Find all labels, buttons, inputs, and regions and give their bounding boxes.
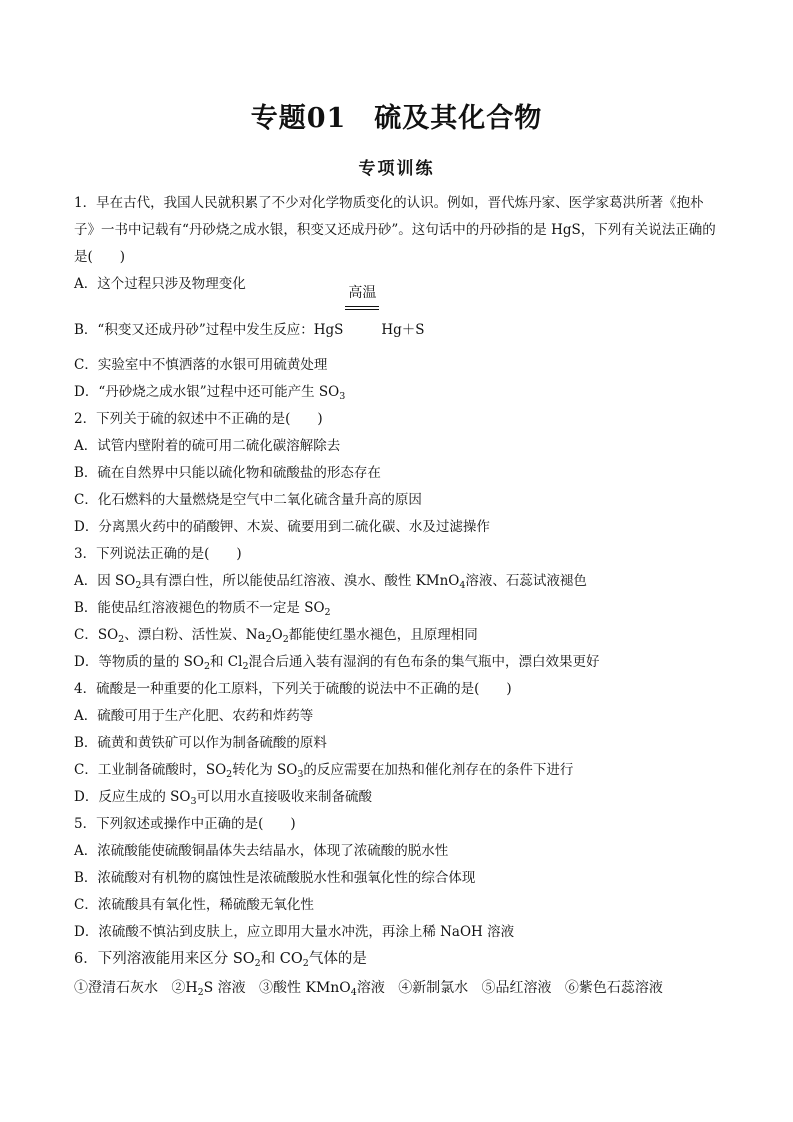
q4-stem: 4．硫酸是一种重要的化工原料，下列关于硫酸的说法中不正确的是( ) xyxy=(74,681,512,697)
text: 溶液 xyxy=(356,980,385,996)
text: D．反应生成的 SO xyxy=(74,789,191,805)
q1-stem-line-2: 子》一书中记载有“丹砂烧之成水银，积变又还成丹砂”。这句话中的丹砂指的是 HgS，下列有关说法正确的 xyxy=(74,222,716,238)
q6-option-3 xyxy=(259,980,385,996)
text: S 溶液 xyxy=(203,980,246,996)
reaction-condition xyxy=(343,285,381,334)
q6-options xyxy=(74,975,734,1002)
q5-option-c: C．浓硫酸具有氧化性，稀硫酸无氧化性 xyxy=(74,897,314,913)
text: ③酸性 KMnO xyxy=(259,980,351,996)
question-5 xyxy=(74,811,734,946)
q6-option-4: ④新制氯水 xyxy=(398,980,469,996)
q5-option-a: A．浓硫酸能使硫酸铜晶体失去结晶水，体现了浓硫酸的脱水性 xyxy=(74,843,449,859)
text: 6．下列溶液能用来区分 SO xyxy=(74,951,255,967)
q1-stem-line-1: 1．早在古代，我国人民就积累了不少对化学物质变化的认识。例如，晋代炼丹家、医学家葛洪所著《抱朴 xyxy=(74,195,704,211)
q3-option-d xyxy=(74,649,734,676)
q6-stem xyxy=(74,946,734,973)
subscript: 2 xyxy=(226,769,233,780)
text: 可以用水直接吸收来制备硫酸 xyxy=(196,789,372,805)
q2-option-a: A．试管内壁附着的硫可用二硫化碳溶解除去 xyxy=(74,438,341,454)
question-4 xyxy=(74,676,734,811)
q1-option-c: C．实验室中不慎洒落的水银可用硫黄处理 xyxy=(74,357,328,373)
text: C．工业制备硫酸时，SO xyxy=(74,762,227,778)
q1-option-b-products: Hg＋S xyxy=(381,322,425,338)
q2-stem: 2．下列关于硫的叙述中不正确的是( ) xyxy=(74,411,323,427)
text: 和 CO xyxy=(260,951,303,967)
text: 气体的是 xyxy=(308,951,367,967)
q2-option-b: B．硫在自然界中只能以硫化物和硫酸盐的形态存在 xyxy=(74,465,381,481)
text: O xyxy=(271,627,283,643)
question-6 xyxy=(74,946,734,1002)
subscript: 2 xyxy=(135,580,142,591)
subscript: 3 xyxy=(339,391,346,402)
q1-option-b-text: B．“积变又还成丹砂”过程中发生反应：HgS xyxy=(74,322,344,338)
subscript: 2 xyxy=(242,661,249,672)
reaction-condition-label: 高温 xyxy=(348,285,377,301)
q6-option-2 xyxy=(171,980,245,996)
section-subtitle: 专项训练 xyxy=(358,159,435,179)
subscript: 2 xyxy=(324,607,331,618)
text: 转化为 SO xyxy=(232,762,298,778)
q6-option-5: ⑤品红溶液 xyxy=(481,980,552,996)
text: 的反应需要在加热和催化剂存在的条件下进行 xyxy=(303,762,574,778)
subscript: 4 xyxy=(350,987,357,998)
q6-option-1: ①澄清石灰水 xyxy=(74,980,158,996)
text: B．能使品红溶液褪色的物质不一定是 SO xyxy=(74,600,325,616)
subscript: 2 xyxy=(118,634,125,645)
q6-option-6: ⑥紫色石蕊溶液 xyxy=(564,980,663,996)
text: 溶液、石蕊试液褪色 xyxy=(465,573,587,589)
q1-stem-line-3: 是( ) xyxy=(74,249,126,265)
subscript: 3 xyxy=(190,796,197,807)
q4-option-b: B．硫黄和黄铁矿可以作为制备硫酸的原料 xyxy=(74,735,327,751)
q3-stem: 3．下列说法正确的是( ) xyxy=(74,546,242,562)
text: 都能使红墨水褪色，且原理相同 xyxy=(288,627,478,643)
q3-option-a xyxy=(74,568,734,595)
q5-option-b: B．浓硫酸对有机物的腐蚀性是浓硫酸脱水性和强氧化性的综合体现 xyxy=(74,870,476,886)
text: ②H xyxy=(171,980,198,996)
subscript: 2 xyxy=(265,634,272,645)
question-list xyxy=(74,190,734,1002)
subscript: 2 xyxy=(302,958,309,969)
question-1 xyxy=(74,190,734,406)
q2-option-d: D．分离黑火药中的硝酸钾、木炭、硫要用到二硫化碳、水及过滤操作 xyxy=(74,519,490,535)
subscript: 3 xyxy=(297,769,304,780)
page-title: 专题01 硫及其化合物 xyxy=(250,103,543,134)
q1-option-a: A．这个过程只涉及物理变化 xyxy=(74,276,246,292)
equals-sign xyxy=(345,306,379,310)
text: 和 Cl xyxy=(209,654,243,670)
subscript: 2 xyxy=(197,987,204,998)
question-2 xyxy=(74,406,734,541)
q5-option-d: D．浓硫酸不慎沾到皮肤上，应立即用大量水冲洗，再涂上稀 NaOH 溶液 xyxy=(74,924,515,940)
q4-option-c xyxy=(74,757,734,784)
subscript: 2 xyxy=(203,661,210,672)
q5-stem: 5．下列叙述或操作中正确的是( ) xyxy=(74,816,296,832)
text: 、漂白粉、活性炭、Na xyxy=(124,627,266,643)
text: D．等物质的量的 SO xyxy=(74,654,204,670)
q4-option-a: A．硫酸可用于生产化肥、农药和炸药等 xyxy=(74,708,314,724)
q1-option-b xyxy=(74,285,734,352)
subscript: 4 xyxy=(459,580,466,591)
text: A．因 SO xyxy=(74,573,136,589)
subscript: 2 xyxy=(282,634,289,645)
q3-option-c xyxy=(74,622,734,649)
text: 具有漂白性，所以能使品红溶液、溴水、酸性 KMnO xyxy=(141,573,460,589)
subscript: 2 xyxy=(254,958,261,969)
q1-option-d xyxy=(74,379,734,406)
question-3 xyxy=(74,541,734,676)
text: C．SO xyxy=(74,627,119,643)
q3-option-b xyxy=(74,595,734,622)
q4-option-d xyxy=(74,784,734,811)
q1-option-d-text: D．“丹砂烧之成水银”过程中还可能产生 SO xyxy=(74,384,340,400)
text: 混合后通入装有湿润的有色布条的集气瓶中，漂白效果更好 xyxy=(248,654,600,670)
q2-option-c: C．化石燃料的大量燃烧是空气中二氧化硫含量升高的原因 xyxy=(74,492,422,508)
